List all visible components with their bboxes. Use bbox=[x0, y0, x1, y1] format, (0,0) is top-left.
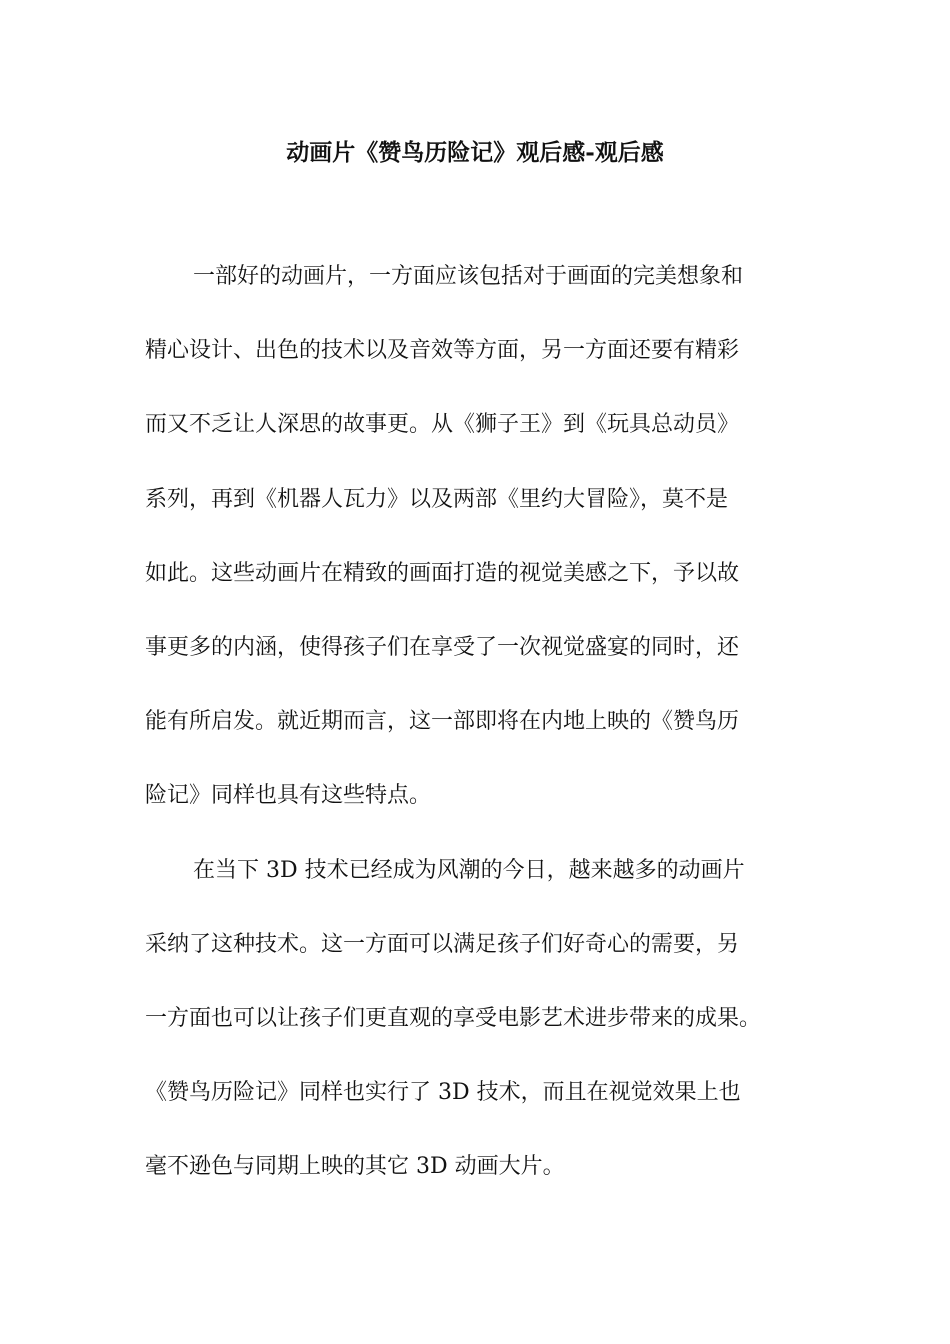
paragraph-1-line-8: 险记》同样也具有这些特点。 bbox=[145, 783, 432, 809]
document-body bbox=[145, 255, 813, 1219]
paragraph-1-line-3: 而又不乏让人深思的故事更。从《狮子王》到《玩具总动员》 bbox=[145, 412, 740, 438]
paragraph-2-line-5: 毫不逊色与同期上映的其它 3D 动画大片。 bbox=[145, 1154, 565, 1180]
paragraph-1-line-4: 系列，再到《机器人瓦力》以及两部《里约大冒险》，莫不是 bbox=[145, 486, 729, 512]
document-title: 动画片《赞鸟历险记》观后感-观后感 bbox=[286, 139, 664, 166]
paragraph-1-line-1: 一部好的动画片，一方面应该包括对于画面的完美想象和 bbox=[193, 264, 744, 289]
paragraph-1-line-5: 如此。这些动画片在精致的画面打造的视觉美感之下，予以故 bbox=[145, 560, 740, 586]
paragraph-1-line-7: 能有所启发。就近期而言，这一部即将在内地上映的《赞鸟历 bbox=[145, 709, 740, 735]
paragraph-2-line-4: 《赞鸟历险记》同样也实行了 3D 技术，而且在视觉效果上也 bbox=[145, 1080, 741, 1106]
paragraph-2-line-3: 一方面也可以让孩子们更直观的享受电影艺术进步带来的成果。 bbox=[145, 1005, 762, 1031]
paragraph-2-line-1: 在当下 3D 技术已经成为风潮的今日，越来越多的动画片 bbox=[193, 857, 745, 883]
paragraph-1-line-2: 精心设计、出色的技术以及音效等方面，另一方面还要有精彩 bbox=[145, 338, 740, 364]
paragraph-2-line-2: 采纳了这种技术。这一方面可以满足孩子们好奇心的需要，另 bbox=[145, 931, 740, 957]
paragraph-1-line-6: 事更多的内涵，使得孩子们在享受了一次视觉盛宴的同时，还 bbox=[145, 634, 740, 660]
